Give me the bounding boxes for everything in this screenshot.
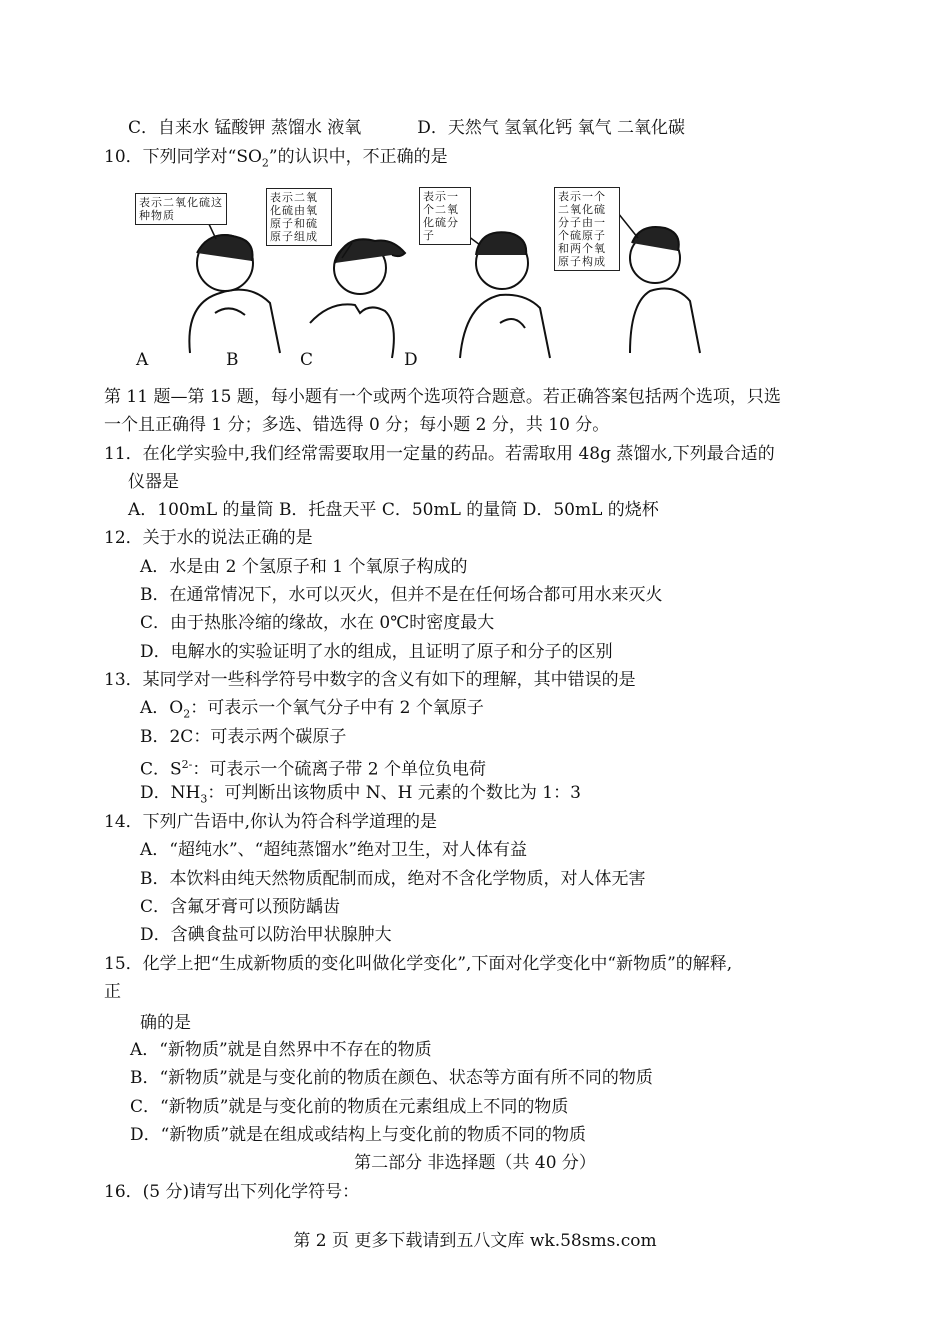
speech-bubble-b: 表示二氧化硫由氧原子和硫原子组成 xyxy=(266,188,332,246)
q15-option-c: C．“新物质”就是与变化前的物质在元素组成上不同的物质 xyxy=(130,1097,569,1117)
q14-option-c: C．含氟牙膏可以预防龋齿 xyxy=(140,897,341,917)
q12-option-d: D．电解水的实验证明了水的组成，且证明了原子和分子的区别 xyxy=(140,642,613,662)
q14-option-b: B．本饮料由纯天然物质配制而成，绝对不含化学物质，对人体无害 xyxy=(140,869,646,889)
student-a-body xyxy=(189,290,280,353)
part-two-heading: 第二部分 非选择题（共 40 分） xyxy=(354,1153,596,1173)
q11-options: A．100mL 的量筒 B．托盘天平 C．50mL 的量筒 D．50mL 的烧杯 xyxy=(128,500,659,520)
q15-option-b: B．“新物质”就是与变化前的物质在颜色、状态等方面有所不同的物质 xyxy=(130,1068,653,1088)
q12-stem: 12．关于水的说法正确的是 xyxy=(104,528,313,548)
speech-bubble-c: 表示一个二氧化硫分子 xyxy=(419,187,471,245)
q13-stem: 13．某同学对一些科学符号中数字的含义有如下的理解，其中错误的是 xyxy=(104,670,636,690)
q15-stem-wrap: 正 xyxy=(104,982,121,1002)
q15-option-a: A．“新物质”就是自然界中不存在的物质 xyxy=(130,1040,432,1060)
q14-option-d: D．含碘食盐可以防治甲状腺肿大 xyxy=(140,925,392,945)
q14-stem: 14．下列广告语中,你认为符合科学道理的是 xyxy=(104,812,438,832)
q13-option-a: A．$O_2$：可表示一个氧气分子中有 2 个氧原子 xyxy=(140,698,484,721)
q12-option-c: C．由于热胀冷缩的缘故，水在 0℃时密度最大 xyxy=(140,613,495,633)
student-d-body xyxy=(630,289,700,353)
instructions-line-2: 一个且正确得 1 分；多选、错选得 0 分；每小题 2 分，共 10 分。 xyxy=(104,415,610,435)
q13-option-b: B．2C：可表示两个碳原子 xyxy=(140,727,347,747)
q13-option-d: D．$NH_3$：可判断出该物质中 N、H 元素的个数比为 1：3 xyxy=(140,783,581,806)
speech-bubble-d: 表示一个二氧化硫分子由一个硫原子和两个氧原子构成 xyxy=(554,187,620,271)
q9-option-line xyxy=(128,117,685,139)
q9-option-c: C．自来水 锰酸钾 蒸馏水 液氧 xyxy=(128,118,362,138)
q11-stem-cont: 仪器是 xyxy=(128,472,179,492)
q10-stem: 10．下列同学对“$SO_2$”的认识中，不正确的是 xyxy=(104,147,448,170)
q10-figure xyxy=(130,183,730,373)
q15-stem: 15．化学上把“生成新物质的变化叫做化学变化”,下面对化学变化中“新物质”的解释, xyxy=(104,954,733,974)
instructions-line-1: 第 11 题—第 15 题，每小题有一个或两个选项符合题意。若正确答案包括两个选项，只选 xyxy=(104,387,781,407)
q15-option-d: D．“新物质”就是在组成或结构上与变化前的物质不同的物质 xyxy=(130,1125,587,1145)
figure-label-a: A xyxy=(136,350,149,370)
speech-bubble-a: 表示二氧化硫这种物质 xyxy=(135,193,227,225)
q16-stem: 16．(5 分)请写出下列化学符号： xyxy=(104,1182,360,1202)
figure-label-d: D xyxy=(404,350,418,370)
figure-label-b: B xyxy=(226,350,239,370)
q15-stem-cont: 确的是 xyxy=(140,1013,191,1033)
student-b-body xyxy=(310,304,394,358)
q13-option-c: C．$S^{2-}$：可表示一个硫离子带 2 个单位负电荷 xyxy=(140,758,486,780)
q12-option-a: A．水是由 2 个氢原子和 1 个氧原子构成的 xyxy=(140,557,468,577)
q11-stem: 11．在化学实验中,我们经常需要取用一定量的药品。若需取用 48g 蒸馏水,下列最合适的 xyxy=(104,444,775,464)
q12-option-b: B．在通常情况下，水可以灭火，但并不是在任何场合都可用水来灭火 xyxy=(140,585,663,605)
student-c-body xyxy=(460,295,550,358)
figure-label-c: C xyxy=(300,350,314,370)
q9-option-d: D．天然气 氢氧化钙 氧气 二氧化碳 xyxy=(417,118,686,138)
page-footer: 第 2 页 更多下载请到五八文库 wk.58sms.com xyxy=(293,1231,657,1251)
q14-option-a: A．“超纯水”、“超纯蒸馏水”绝对卫生，对人体有益 xyxy=(140,840,528,860)
